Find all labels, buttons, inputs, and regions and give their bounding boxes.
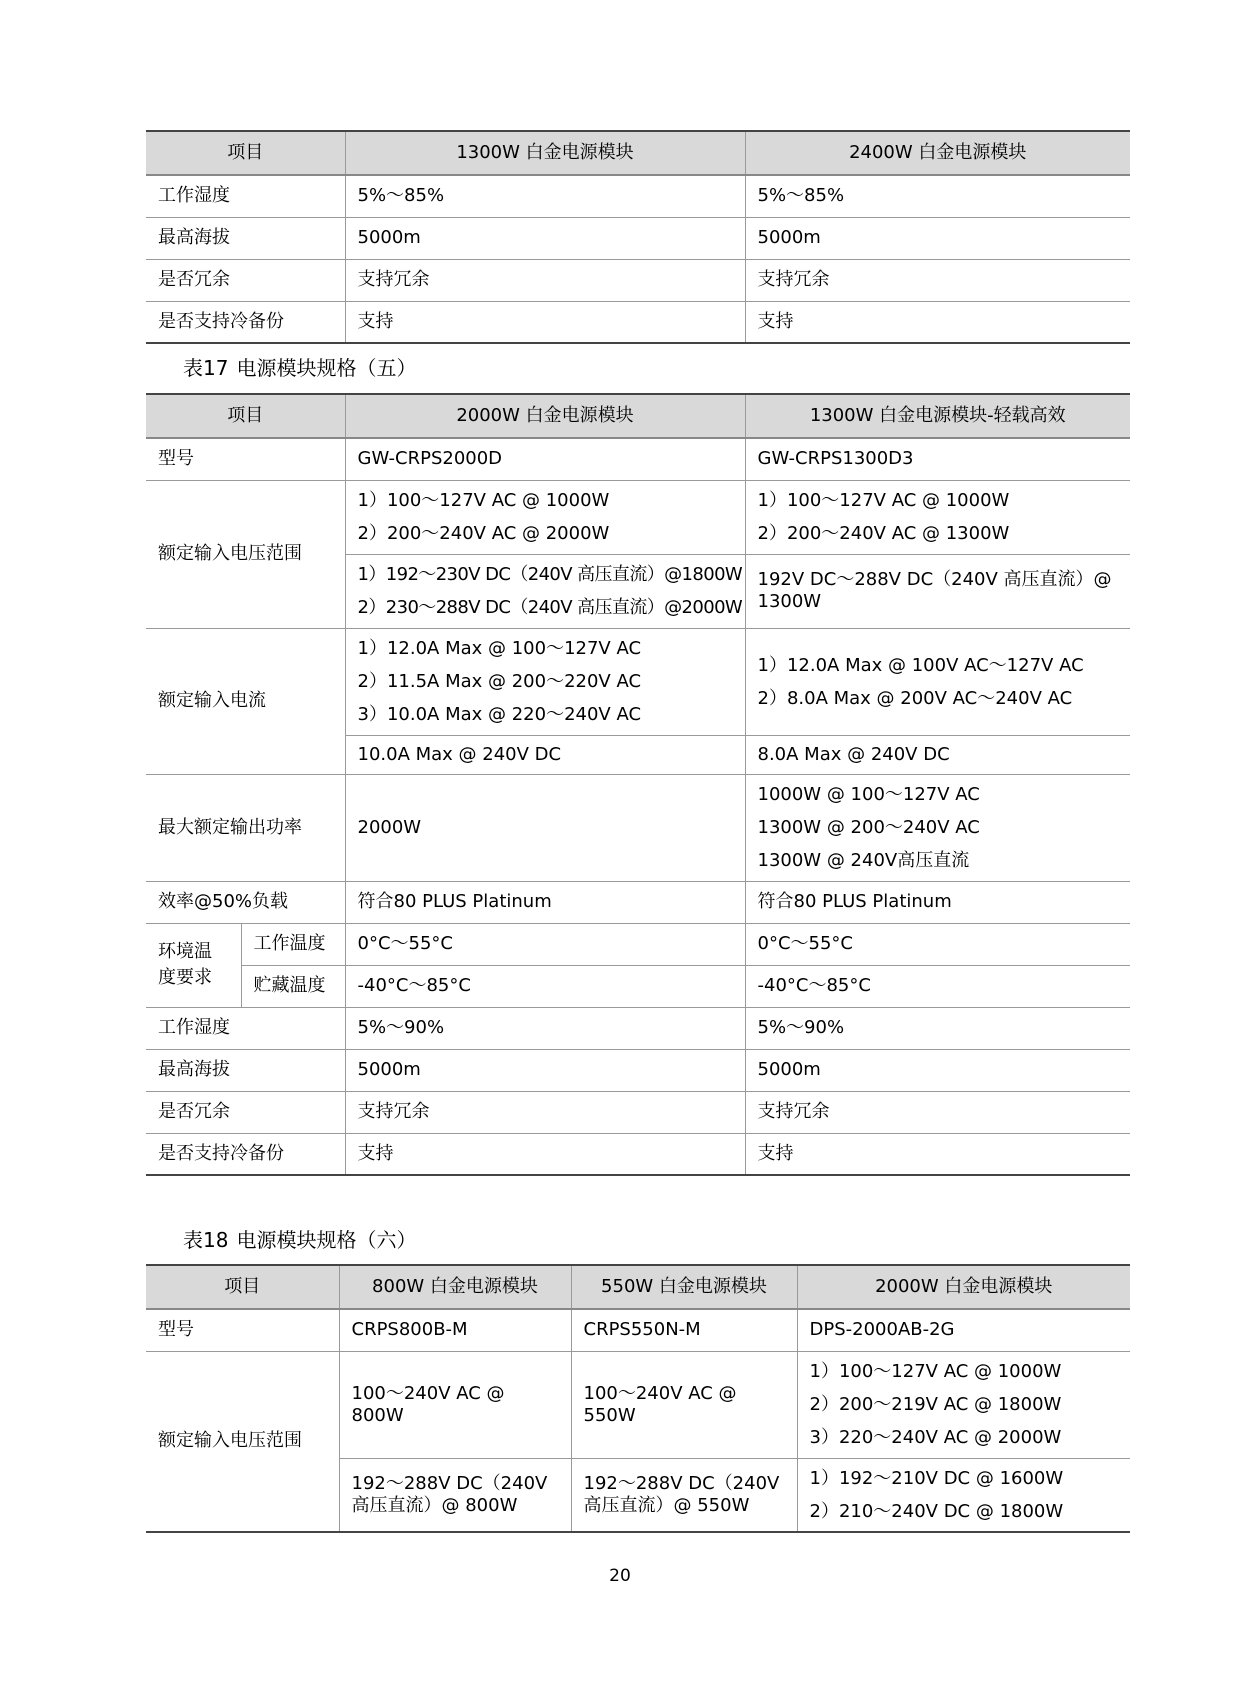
cell-value: 10.0A Max @ 240V DC xyxy=(345,735,745,774)
table-row xyxy=(146,774,1130,881)
header-cell: 1300W 白金电源模块-轻载高效 xyxy=(745,394,1130,438)
cell-value xyxy=(345,480,745,554)
row-label: 是否支持冷备份 xyxy=(146,1133,345,1175)
header-cell: 550W 白金电源模块 xyxy=(571,1265,797,1309)
cell-line: 2）210～240V DC @ 1800W xyxy=(809,1500,1064,1522)
row-label: 额定输入电压范围 xyxy=(146,480,345,628)
cell-line: 1000W @ 100～127V AC xyxy=(757,784,980,805)
row-label: 工作湿度 xyxy=(146,1007,345,1049)
cell-value: 5000m xyxy=(345,217,745,259)
row-sublabel: 贮藏温度 xyxy=(241,965,345,1007)
cell-value: 符合80 PLUS Platinum xyxy=(345,881,745,923)
cell-value: 5000m xyxy=(745,217,1130,259)
cell-value: GW-CRPS2000D xyxy=(345,438,745,480)
cell-line: 3）10.0A Max @ 220～240V AC xyxy=(357,704,642,725)
table-header-row xyxy=(146,131,1130,175)
row-label: 额定输入电流 xyxy=(146,628,345,774)
table-row xyxy=(146,217,1130,259)
table-18-caption xyxy=(183,1227,416,1253)
cell-value: 100～240V AC @ 800W xyxy=(339,1351,571,1458)
cell-line: 2）11.5A Max @ 200～220V AC xyxy=(357,671,642,692)
cell-value: 支持 xyxy=(745,1133,1130,1175)
row-label: 型号 xyxy=(146,1309,339,1351)
table-header-row xyxy=(146,1265,1130,1309)
row-label: 最高海拔 xyxy=(146,1049,345,1091)
row-label: 是否冗余 xyxy=(146,259,345,301)
row-label-env-temp xyxy=(146,923,241,1007)
header-cell: 2000W 白金电源模块 xyxy=(345,394,745,438)
header-cell: 2400W 白金电源模块 xyxy=(745,131,1130,175)
page-number: 20 xyxy=(609,1566,631,1586)
cell-value xyxy=(797,1351,1130,1458)
cell-line: 1）192～210V DC @ 1600W xyxy=(809,1467,1064,1489)
cell-value xyxy=(745,774,1130,881)
row-label: 最大额定输出功率 xyxy=(146,774,345,881)
header-cell: 项目 xyxy=(146,1265,339,1309)
cell-line: 2）200～240V AC @ 1300W xyxy=(757,523,1010,544)
caption-title: 电源模块规格（五） xyxy=(236,356,417,380)
cell-value: 5%～90% xyxy=(745,1007,1130,1049)
cell-line: 1）100～127V AC @ 1000W xyxy=(357,490,610,511)
spec-table-17 xyxy=(146,393,1130,1176)
table-row xyxy=(146,301,1130,343)
cell-value xyxy=(345,554,745,628)
row-label: 最高海拔 xyxy=(146,217,345,259)
row-label: 是否支持冷备份 xyxy=(146,301,345,343)
cell-line: 环境温 xyxy=(158,941,212,962)
cell-value: 192～288V DC（240V高压直流）@ 550W xyxy=(571,1458,797,1532)
cell-value: 支持冗余 xyxy=(745,259,1130,301)
spec-table-continued xyxy=(146,130,1130,344)
table-row xyxy=(146,628,1130,735)
table-row xyxy=(146,881,1130,923)
cell-value: 8.0A Max @ 240V DC xyxy=(745,735,1130,774)
cell-value: -40°C～85°C xyxy=(745,965,1130,1007)
row-sublabel: 工作温度 xyxy=(241,923,345,965)
cell-line: 1）100～127V AC @ 1000W xyxy=(809,1361,1062,1382)
cell-value: 192～288V DC（240V高压直流）@ 800W xyxy=(339,1458,571,1532)
cell-value xyxy=(745,480,1130,554)
cell-value: CRPS800B-M xyxy=(339,1309,571,1351)
table-header-row xyxy=(146,394,1130,438)
cell-value: 5%～90% xyxy=(345,1007,745,1049)
cell-value: 0°C～55°C xyxy=(745,923,1130,965)
cell-value: 支持 xyxy=(345,301,745,343)
cell-value: 符合80 PLUS Platinum xyxy=(745,881,1130,923)
cell-line: 3）220～240V AC @ 2000W xyxy=(809,1427,1062,1448)
cell-value: 5000m xyxy=(345,1049,745,1091)
caption-number: 表17 xyxy=(183,356,229,380)
cell-line: 度要求 xyxy=(158,967,212,988)
row-label: 型号 xyxy=(146,438,345,480)
cell-line: 1）12.0A Max @ 100～127V AC xyxy=(357,638,642,659)
table-row xyxy=(146,1091,1130,1133)
table-row xyxy=(146,480,1130,554)
cell-line: 1）12.0A Max @ 100V AC～127V AC xyxy=(757,654,1084,676)
cell-line: 1）192～230V DC（240V 高压直流）@1800W xyxy=(357,564,743,585)
cell-line: 1300W @ 240V高压直流 xyxy=(757,850,970,871)
header-cell: 800W 白金电源模块 xyxy=(339,1265,571,1309)
header-cell: 项目 xyxy=(146,131,345,175)
cell-value: 支持 xyxy=(745,301,1130,343)
cell-value: 支持 xyxy=(345,1133,745,1175)
cell-value: 192V DC～288V DC（240V 高压直流）@ 1300W xyxy=(745,554,1130,628)
header-cell: 2000W 白金电源模块 xyxy=(797,1265,1130,1309)
cell-value: 支持冗余 xyxy=(345,259,745,301)
row-label: 效率@50%负载 xyxy=(146,881,345,923)
cell-value: 支持冗余 xyxy=(745,1091,1130,1133)
table-row xyxy=(146,1049,1130,1091)
cell-value: DPS-2000AB-2G xyxy=(797,1309,1130,1351)
row-label: 是否冗余 xyxy=(146,1091,345,1133)
cell-value: 100～240V AC @ 550W xyxy=(571,1351,797,1458)
cell-line: 1300W @ 200～240V AC xyxy=(757,817,980,838)
caption-title: 电源模块规格（六） xyxy=(236,1228,417,1252)
cell-value: -40°C～85°C xyxy=(345,965,745,1007)
table-17-caption xyxy=(183,355,416,381)
table-row xyxy=(146,438,1130,480)
cell-line: 2）8.0A Max @ 200V AC～240V AC xyxy=(757,687,1073,709)
row-label: 额定输入电压范围 xyxy=(146,1351,339,1532)
cell-value: 5%～85% xyxy=(345,175,745,217)
cell-line: 2）200～219V AC @ 1800W xyxy=(809,1394,1062,1415)
cell-value: GW-CRPS1300D3 xyxy=(745,438,1130,480)
table-row xyxy=(146,1351,1130,1458)
caption-number: 表18 xyxy=(183,1228,229,1252)
cell-value: 5%～85% xyxy=(745,175,1130,217)
table-row xyxy=(146,1007,1130,1049)
cell-value xyxy=(345,628,745,735)
cell-value xyxy=(745,628,1130,735)
cell-line: 2）200～240V AC @ 2000W xyxy=(357,523,610,544)
cell-value: CRPS550N-M xyxy=(571,1309,797,1351)
table-row xyxy=(146,965,1130,1007)
cell-value: 支持冗余 xyxy=(345,1091,745,1133)
table-row xyxy=(146,175,1130,217)
cell-line: 1）100～127V AC @ 1000W xyxy=(757,490,1010,511)
header-cell: 1300W 白金电源模块 xyxy=(345,131,745,175)
table-row xyxy=(146,1309,1130,1351)
cell-value xyxy=(797,1458,1130,1532)
row-label: 工作湿度 xyxy=(146,175,345,217)
table-row xyxy=(146,1133,1130,1175)
table-row xyxy=(146,259,1130,301)
spec-table-18 xyxy=(146,1264,1130,1533)
table-row xyxy=(146,923,1130,965)
cell-value: 5000m xyxy=(745,1049,1130,1091)
cell-value: 2000W xyxy=(345,774,745,881)
cell-value: 0°C～55°C xyxy=(345,923,745,965)
header-cell: 项目 xyxy=(146,394,345,438)
cell-line: 2）230～288V DC（240V 高压直流）@2000W xyxy=(357,597,743,618)
